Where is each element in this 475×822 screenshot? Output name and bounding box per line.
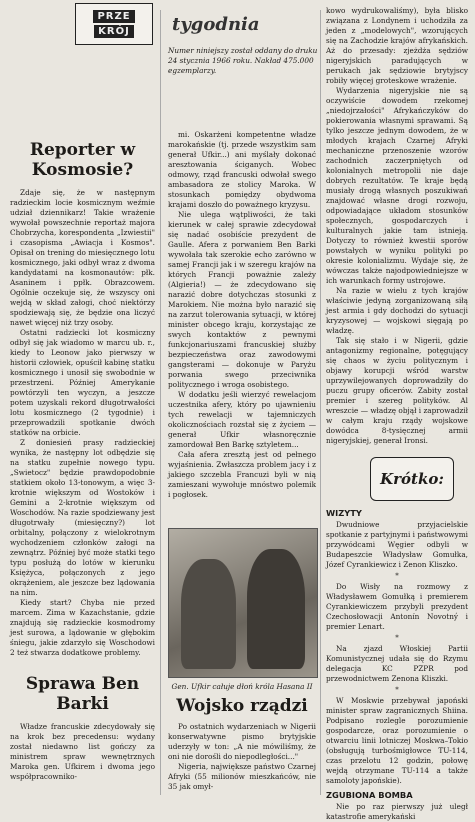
section-heading: WIZYTY — [326, 508, 362, 518]
paragraph: Po ostatnich wydarzeniach w Nigerii konserwatywne pismo brytyjskie uderzyły w ton: „A nie mówiliśmy, że oni nie dorośli do niepodległości..." — [168, 722, 316, 761]
article-title: Wojsko rządzi — [176, 696, 308, 716]
separator-star: * — [395, 572, 399, 580]
news-list — [326, 520, 468, 786]
separator-star: * — [395, 634, 399, 642]
paragraph: mi. Oskarżeni kompetentne władze marokańskie (tj. przede wszystkim sam generał Ufkir...) ani myślały dokonać aresztowania ściganych. Wobec odmowy, rząd francuski odwołał swego ambasadora ze stolicy Maroka. W stosunkach pomiędzy obydwoma krajami doszło do poważnego kryzysu. — [168, 130, 316, 209]
paragraph: Nie ulega wątpliwości, że taki kierunek w całej sprawie zdecydował się nadać osobiście prezydent de Gaulle. Afera z porwaniem Ben Barki wywołała tak szerokie echo zarówno w samej Francji jak i w szeregu krajów na których Francji poważnie zależy (Algieria!) — że zdecydowano się narazić dobre dotychczas stosunki z Marokiem. Nie można było narazić się na zarzut tolerowania sytuacji, w której minister obcego kraju, korzystając ze swych kontaktów z pewnymi funkcjonariuszami francuskiej służby bezpieczeństwa oraz zawodowymi gangsterami — dokonuje w Paryżu porwania swego przeciwnika politycznego i wroga osobistego. — [168, 210, 316, 389]
column-rule — [320, 10, 321, 795]
article-body — [10, 188, 155, 658]
article-body — [10, 722, 155, 782]
section-heading: ZGUBIONA BOMBA — [326, 790, 413, 800]
paragraph: Nigeria, największe państwo Czarnej Afryki (55 milionów mieszkańców, nie 35 jak omył- — [168, 762, 316, 791]
paragraph: Tak się stało i w Nigerii, gdzie antagonizmy regionalne, potęgujący się chaos w życiu politycznym i objawy korupcji wśród warstw uprzywilejowanych doprowadziły do puczu grupy oficerów. Zabity został premier i szereg polityków. Al wreszcie — władzę objął i zaprowadził w całym kraju rządy wojskowe dowódca 8-tysięcznej armii nigeryjskiej, generał Ironsi. — [326, 336, 469, 445]
list-item: Do Wisły na rozmowy z Władysławem Gomułką i premierem Cyrankiewiczem przybyli prezydent Czechosłowacji Antonín Novotný i premier Lenart. — [326, 582, 468, 631]
paragraph: Wydarzenia nigeryjskie nie są oczywiście dowodem rzekomej „niedojrzałości" Afrykańczyków do pokierowania własnymi sprawami. Są tylko jeszcze jednym dowodem, że w młodych krajach Czarnej Afryki mechaniczne przenoszenie wzorów zachodnich zaczerpniętych od kolonialnych metropolii nie daje dobrych rezultatów. Te kraje będą musiały drogą własnych poszukiwań znajdować własne drogi rozwoju, odpowiadające układom stosunków społecznych, gospodarczych i kulturalnych jakie tam istnieją. Dotyczy to również kwestii sporów powstałych w wyniku polityki po okresie kolonializmu. Wydaje się, że wówczas także najodpowiedniejsze w ich warunkach formy ustrojowe. — [326, 86, 468, 285]
paragraph: Z doniesień prasy radzieckiej wynika, że następny lot odbędzie się na statku zupełnie nowego typu. „Swietocz" będzie prawdopodobnie statkiem około 13-tonowym, a więc 3-krotnie większym od Wostoków i Gemini a 2-krotnie większym od Woschodów. Na razie spodziewany jest długotrwały (miesięczny?) lot orbitalny, połączony z wielokrotnym wychodzeniem członków załogi na zewnątrz. Później być może statki tego typu posłużą do lotów w kierunku Księżyca, połączonych z jego okrążeniem, ale jeszcze bez lądowania na nim. — [10, 438, 155, 597]
column-rule — [160, 10, 161, 795]
paragraph: Cała afera zresztą jest od pełnego wyjaśnienia. Zwłaszcza problem jacy i z jakiego szczebla Francuzi byli w nią zamieszani wywołuje mnóstwo polemik i pogłosek. — [168, 450, 316, 499]
paragraph: Zdaje się, że w następnym radzieckim locie kosmicznym weźmie udział dziennikarz! Takie wrażenie wywołał powszechnie reportaż majora Chobrzycha, korespondenta „Izwiestii" i czasopisma „Awiacja i Kosmos". Opisał on trening do miesięcznego lotu kosmicznego, jaki odbył wraz z dwoma kandydatami na kosmonautów: płk. Asaninem i ppłk. Obrazcowem. Ogólnie oczekuje się, że wszyscy oni wejdą w skład załogi, choć niektórzy spodziewają się, że będzie ona liczyć nawet więcej niż trzy osoby. — [10, 188, 155, 327]
article-title: Reporter w Kosmosie? — [29, 140, 136, 180]
person-figure — [247, 549, 305, 669]
issue-note: Numer niniejszy został oddany do druku 24 stycznia 1966 roku. Nakład 475.000 egzemplarzy. — [168, 46, 318, 75]
person-figure — [181, 559, 236, 669]
list-item: Na zjazd Włoskiej Partii Komunistycznej udała się do Rzymu delegacja KC PZPR pod przewodnictwem Zenona Kliszki. — [326, 644, 468, 683]
article-title: Sprawa Ben Barki — [25, 674, 140, 714]
separator-star: * — [395, 686, 399, 694]
paragraph: Władze francuskie zdecydowały się na krok bez precedensu: wydany został niedawno list gończy za ministrem spraw wewnętrznych Maroka gen. Ufkirem i dwoma jego współpracowniko- — [10, 722, 155, 781]
paragraph: Na razie w wielu z tych krajów właściwie jedyną zorganizowaną siłą jest armia i gdy dochodzi do sytuacji kryzysowej — wojskowi sięgają po władzę. — [326, 286, 468, 335]
logo-line1: PRZE — [93, 10, 134, 23]
list-item: Dwudniowe przyjacielskie spotkanie z partyjnymi i państwowymi przywódcami Węgier odbyli w Budapeszcie Władysław Gomułka, Józef Cyrankiewicz i Zenon Kliszko. — [326, 520, 468, 569]
article-body — [168, 722, 316, 792]
paragraph: Ostatni radziecki lot kosmiczny odbył się jak wiadomo w marcu ub. r., kiedy to Leonow jako pierwszy w historii człowiek, opuścił kabinę statku kosmicznego i unosił się swobodnie w przestrzeni. Później Amerykanie powtórzyli ten wyczyn, a jeszcze potem uzyskali rekord długotrwałości lotu kosmicznego (2 tygodnie) i przeprowadzili spotkanie dwóch statków na orbicie. — [10, 328, 155, 437]
section-logo — [75, 3, 153, 45]
photo-caption: Gen. Ufkir całuje dłoń króla Hasana II — [171, 682, 313, 691]
paragraph: kowo wydrukowaliśmy), była blisko związana z Londynem i uchodziła za jeden z „modelowych", wzorujących się na Zachodzie krajów afrykańskich. Aż do przesady: zjeżdża sędziów nigeryjskich paradujących w perukach jak sędziowie brytyjscy robiły więcej groteskowe wrażenie. — [326, 6, 468, 85]
news-photo — [168, 528, 318, 678]
kronika-logo: Krótko: — [370, 457, 454, 501]
paragraph: W dodatku jeśli wierzyć rewelacjom uczestnika afery, który po ujawnieniu tych rewelacji w tajemniczych okolicznościach rozstał się z życiem — generał Ufkir własnoręcznie zamordował Ben Barkę sztyletem... — [168, 390, 316, 449]
logo-line2: KRÓJ — [94, 25, 134, 38]
news-list — [326, 802, 468, 822]
article-body — [326, 6, 468, 446]
list-item: Nie po raz pierwszy już uległ katastrofie amerykański — [326, 802, 468, 821]
list-item: W Moskwie przebywał japoński minister spraw zagranicznych Shiina. Podpisano rozlegle porozumienie gospodarcze, oraz porozumienie o otwarciu linii lotniczej Moskwa–Tokio (obsługują turbośmigłowce TU-114, czas przelotu 12 godzin, połowę wejdą otrzymane TU-114 a także samoloty japońskie). — [326, 696, 468, 785]
masthead-word: tygodnia — [172, 14, 260, 35]
paragraph: Kiedy start? Chyba nie przed marcem. Zima w Kazachstanie, gdzie znajdują się radzieckie kosmodromy jest surowa, a lądowanie w głębokim śniegu, jakie zdarzyło się Woschodowi 2 też stwarza dodatkowe problemy. — [10, 598, 155, 657]
article-body — [168, 130, 316, 500]
